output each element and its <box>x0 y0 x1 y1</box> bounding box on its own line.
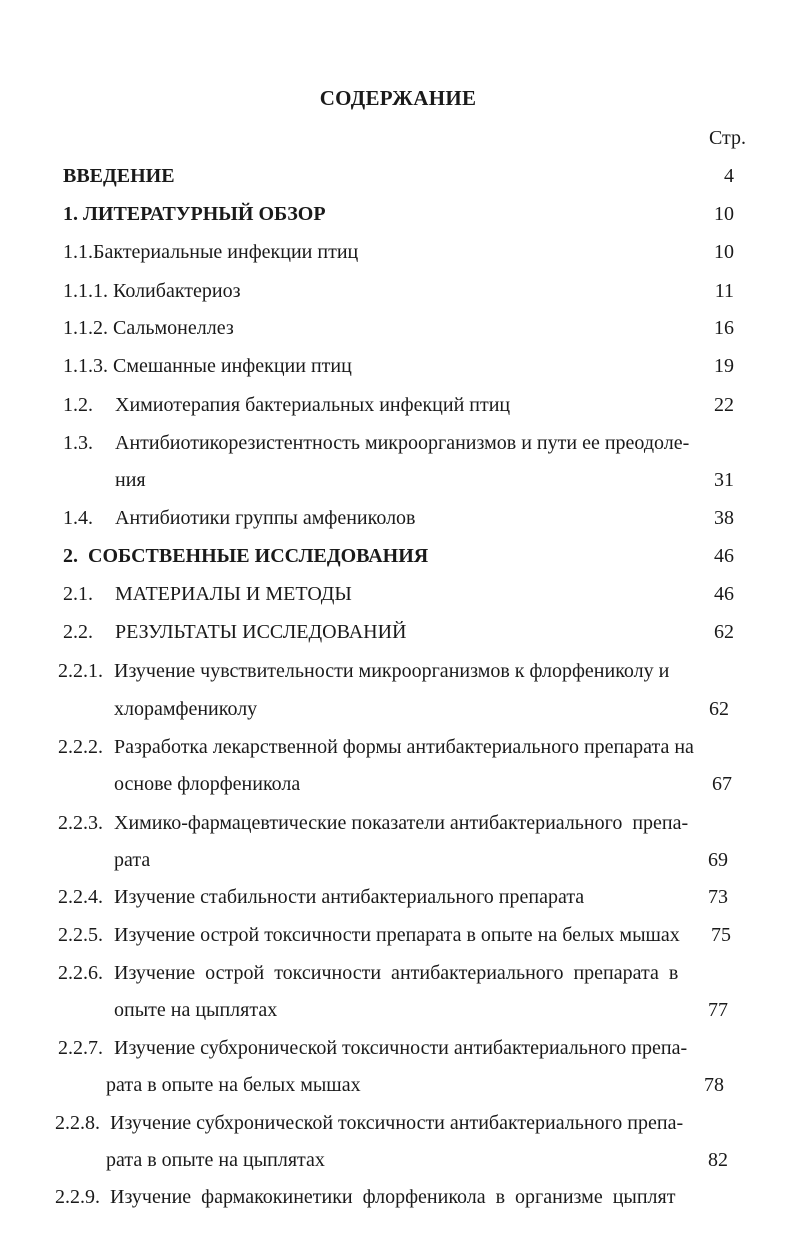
toc-entry-number: 1.3. <box>63 432 93 454</box>
toc-entry-number: 2.1. <box>63 583 93 605</box>
toc-entry-title: 1.1.Бактериальные инфекции птиц <box>63 241 359 263</box>
toc-entry-page: 69 <box>708 849 728 871</box>
toc-entry-number: 2.2. <box>63 621 93 643</box>
toc-entry-title: Изучение чувствительности микроорганизмов к флорфениколу и <box>114 660 670 682</box>
toc-entry-page: 22 <box>714 394 734 416</box>
toc-entry-page: 4 <box>724 165 734 187</box>
toc-entry-page: 31 <box>714 469 734 491</box>
toc-entry-title: 1. ЛИТЕРАТУРНЫЙ ОБЗОР <box>63 203 326 225</box>
toc-entry-title: МАТЕРИАЛЫ И МЕТОДЫ <box>115 583 352 605</box>
toc-entry-page: 62 <box>714 621 734 643</box>
toc-entry-number: 2.2.6. <box>58 962 103 984</box>
toc-entry-continuation: рата <box>114 849 151 871</box>
toc-entry-page: 19 <box>714 355 734 377</box>
toc-entry-page: 11 <box>714 280 734 302</box>
toc-entry-page: 77 <box>708 999 728 1021</box>
toc-entry-page: 46 <box>714 545 734 567</box>
toc-entry-title: Изучение фармакокинетики флорфеникола в организме цыплят <box>110 1186 676 1208</box>
toc-entry-title: Изучение стабильности антибактериального препарата <box>114 886 585 908</box>
toc-entry-title: Изучение острой токсичности препарата в опыте на белых мышах <box>114 924 680 946</box>
toc-entry-number: 1.4. <box>63 507 93 529</box>
toc-entry-number: 2.2.1. <box>58 660 103 682</box>
toc-entry-continuation: основе флорфеникола <box>114 773 301 795</box>
toc-entry-page: 75 <box>711 924 731 946</box>
toc-entry-page: 46 <box>714 583 734 605</box>
toc-entry-title: 1.1.1. Колибактериоз <box>63 280 241 302</box>
toc-entry-title: Антибиотики группы амфениколов <box>115 507 416 529</box>
toc-entry-title: 2. СОБСТВЕННЫЕ ИССЛЕДОВАНИЯ <box>63 545 429 567</box>
toc-entry-page: 10 <box>714 203 734 225</box>
toc-entry-continuation: ния <box>115 469 146 491</box>
toc-entry-number: 2.2.9. <box>55 1186 100 1208</box>
toc-entry-title: Химико-фармацевтические показатели антибактериального препа- <box>114 812 689 834</box>
toc-entry-number: 2.2.2. <box>58 736 103 758</box>
page-column-label: Стр. <box>708 127 746 149</box>
toc-entry-title: РЕЗУЛЬТАТЫ ИССЛЕДОВАНИЙ <box>115 621 407 643</box>
page-title: СОДЕРЖАНИЕ <box>319 86 477 110</box>
toc-entry-continuation: рата в опыте на белых мышах <box>106 1074 361 1096</box>
toc-entry-page: 78 <box>704 1074 724 1096</box>
toc-entry-continuation: опыте на цыплятах <box>114 999 278 1021</box>
toc-entry-number: 2.2.8. <box>55 1112 100 1134</box>
toc-entry-page: 67 <box>712 773 732 795</box>
toc-entry-title: 1.1.3. Смешанные инфекции птиц <box>63 355 352 377</box>
toc-entry-title: Разработка лекарственной формы антибактериального препарата на <box>114 736 694 758</box>
toc-entry-title: Антибиотикорезистентность микроорганизмов и пути ее преодоле- <box>115 432 690 454</box>
toc-entry-title: Изучение субхронической токсичности антибактериального препа- <box>114 1037 688 1059</box>
toc-entry-title: Изучение субхронической токсичности антибактериального препа- <box>110 1112 684 1134</box>
toc-entry-number: 2.2.5. <box>58 924 103 946</box>
toc-entry-number: 2.2.7. <box>58 1037 103 1059</box>
toc-entry-number: 1.2. <box>63 394 93 416</box>
toc-entry-continuation: хлорамфениколу <box>114 698 258 720</box>
toc-entry-number: 2.2.3. <box>58 812 103 834</box>
toc-entry-page: 38 <box>714 507 734 529</box>
toc-entry-title: 1.1.2. Сальмонеллез <box>63 317 234 339</box>
toc-entry-title: Изучение острой токсичности антибактериального препарата в <box>114 962 679 984</box>
toc-entry-page: 82 <box>708 1149 728 1171</box>
toc-entry-page: 10 <box>714 241 734 263</box>
toc-entry-title: ВВЕДЕНИЕ <box>63 165 175 187</box>
toc-entry-page: 62 <box>709 698 729 720</box>
toc-entry-number: 2.2.4. <box>58 886 103 908</box>
toc-entry-continuation: рата в опыте на цыплятах <box>106 1149 325 1171</box>
toc-entry-page: 16 <box>714 317 734 339</box>
toc-entry-title: Химиотерапия бактериальных инфекций птиц <box>115 394 511 416</box>
toc-entry-page: 73 <box>708 886 728 908</box>
